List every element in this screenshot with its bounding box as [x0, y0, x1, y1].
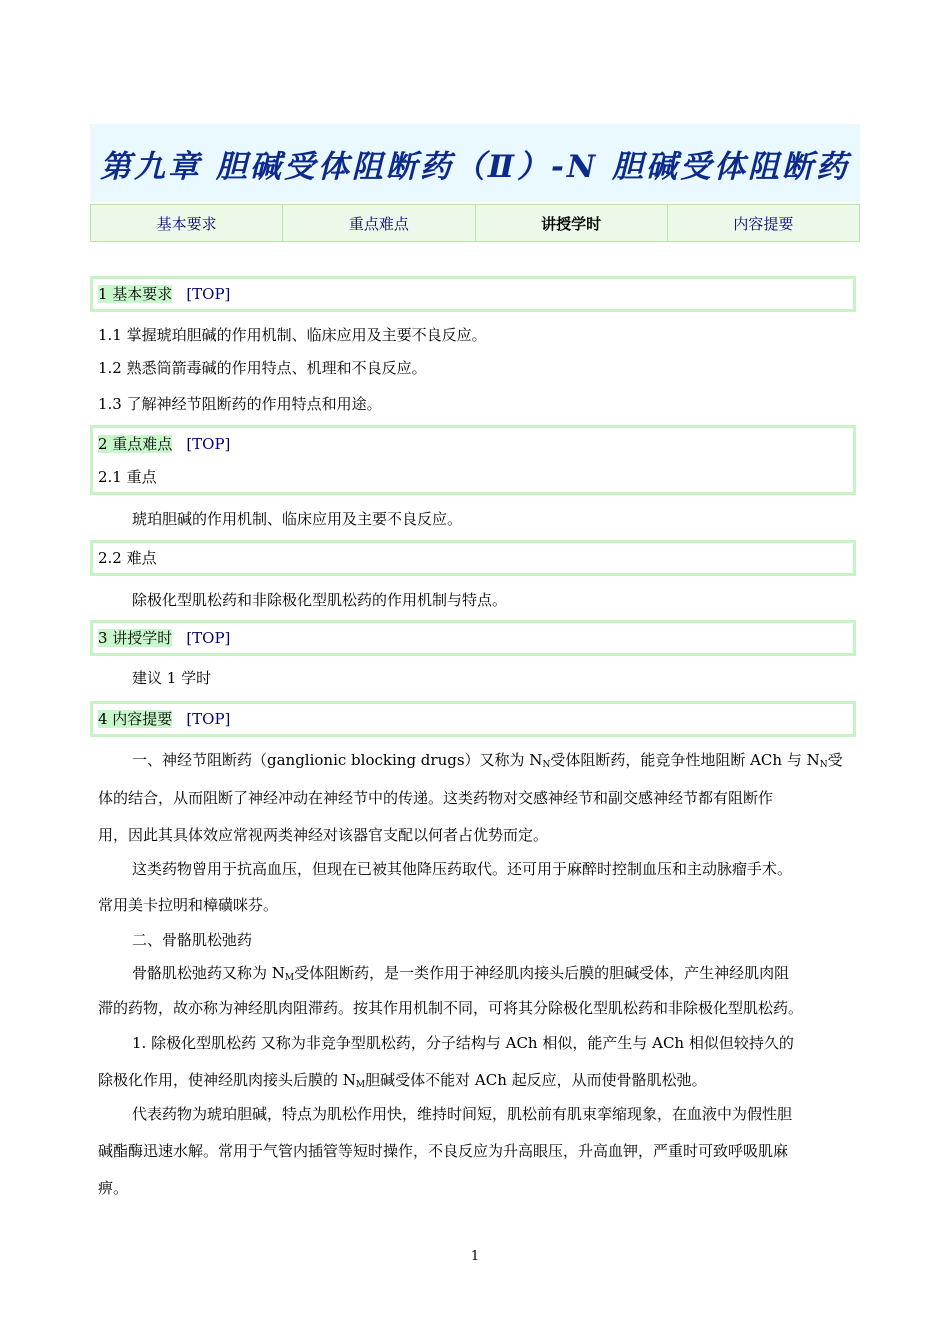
subsection-2-2-box: [90, 540, 856, 576]
paragraph: 建议 1 学时: [132, 669, 212, 687]
paragraph-line: 代表药物为琥珀胆碱，特点为肌松作用快，维持时间短，肌松前有肌束挛缩现象，在血液中为假性胆: [132, 1105, 793, 1123]
section-4-heading: 4 内容提要: [98, 710, 173, 728]
section-1-item: 1.2 熟悉筒箭毒碱的作用特点、机理和不良反应。: [98, 359, 427, 377]
nav-content-summary[interactable]: 内容提要: [733, 214, 794, 233]
paragraph-line: 碱酯酶迅速水解。常用于气管内插管等短时操作，不良反应为升高眼压，升高血钾，严重时可致呼吸肌麻: [98, 1142, 789, 1160]
section-2-header: [98, 434, 230, 454]
paragraph-line: 体的结合，从而阻断了神经冲动在神经节中的传递。这类药物对交感神经节和副交感神经节都有阻断作: [98, 789, 774, 807]
paragraph-line: 滞的药物，故亦称为神经肌肉阻滞药。按其作用机制不同，可将其分除极化型肌松药和非除极化型肌松药。: [98, 999, 804, 1017]
paragraph-line: 二、骨骼肌松弛药: [132, 931, 253, 949]
page-title: 第九章 胆碱受体阻断药（Ⅱ）-N 胆碱受体阻断药: [100, 148, 850, 185]
top-link[interactable]: [TOP]: [186, 435, 231, 453]
subsection-2-1: 2.1 重点: [98, 468, 157, 486]
section-3-heading: 3 讲授学时: [98, 629, 173, 647]
nav-teaching-hours[interactable]: 讲授学时: [476, 205, 668, 241]
page-number: 1: [470, 1249, 480, 1264]
nav-basic-requirements[interactable]: 基本要求: [91, 205, 283, 241]
paragraph-line: 常用美卡拉明和樟磺咪芬。: [98, 896, 279, 914]
paragraph: 除极化型肌松药和非除极化型肌松药的作用机制与特点。: [132, 591, 508, 609]
section-1-item: 1.3 了解神经节阻断药的作用特点和用途。: [98, 395, 382, 413]
section-2-heading: 2 重点难点: [98, 435, 173, 453]
paragraph: 琥珀胆碱的作用机制、临床应用及主要不良反应。: [132, 510, 463, 528]
paragraph-line: 一、神经节阻断药（ganglionic blocking drugs）又称为 $N_N$受体阻断药，能竞争性地阻断 ACh 与 $N_N$受: [132, 751, 843, 770]
paragraph-line: 1. 除极化型肌松药 又称为非竞争型肌松药，分子结构与 ACh 相似，能产生与 ACh 相似但较持久的: [132, 1034, 794, 1052]
section-nav: [90, 204, 860, 242]
paragraph-line: 痹。: [98, 1179, 129, 1197]
section-1-item: 1.1 掌握琥珀胆碱的作用机制、临床应用及主要不良反应。: [98, 326, 487, 344]
nav-key-points[interactable]: 重点难点: [283, 205, 475, 241]
paragraph-line: 骨骼肌松弛药又称为 $N_M$受体阻断药，是一类作用于神经肌肉接头后膜的胆碱受体，产生神经肌肉阻: [132, 964, 790, 983]
top-link[interactable]: [TOP]: [186, 629, 231, 647]
paragraph-line: 用，因此其具体效应常视两类神经对该器官支配以何者占优势而定。: [98, 826, 549, 844]
top-link[interactable]: [TOP]: [186, 710, 231, 728]
subsection-2-2: 2.2 难点: [98, 549, 157, 567]
section-3-header: [98, 628, 230, 648]
paragraph-line: 这类药物曾用于抗高血压，但现在已被其他降压药取代。还可用于麻醉时控制血压和主动脉瘤手术。: [132, 860, 793, 878]
title-banner: [90, 124, 860, 202]
section-4-header: [98, 709, 230, 729]
section-1-heading: 1 基本要求: [98, 285, 173, 303]
top-link[interactable]: [TOP]: [186, 285, 231, 303]
paragraph-line: 除极化作用，使神经肌肉接头后膜的 $N_M$胆碱受体不能对 ACh 起反应，从而使骨骼肌松弛。: [98, 1071, 707, 1090]
section-1-header: [98, 284, 230, 304]
